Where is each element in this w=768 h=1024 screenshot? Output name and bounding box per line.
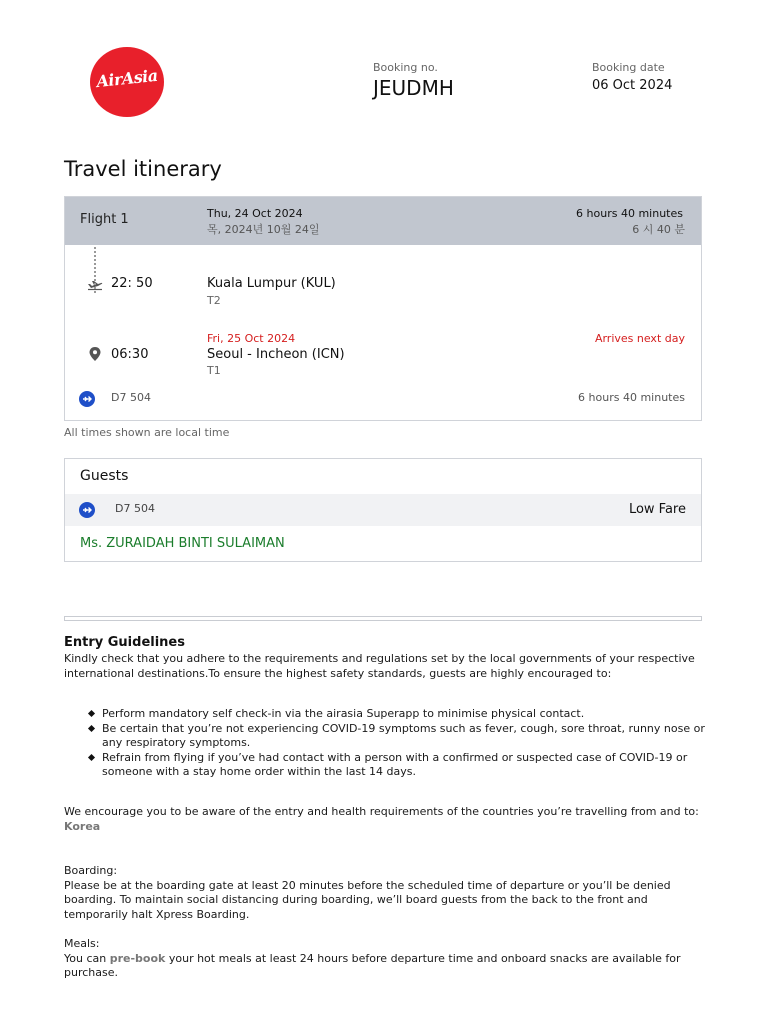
guest-name: Ms. ZURAIDAH BINTI SULAIMAN — [80, 536, 285, 551]
list-item: Refrain from flying if you’ve had contact with a person with a confirmed or suspected case of COVID-19 or someone with a stay home order within the last 14 days. — [88, 751, 708, 780]
airasia-logo — [90, 47, 164, 117]
flight-date: Thu, 24 Oct 2024 — [207, 207, 303, 220]
meals-suffix: your hot meals at least 24 hours before departure time and onboard snacks are available for purchase. — [64, 951, 681, 980]
departure-terminal: T2 — [207, 294, 221, 307]
flight-total-duration: 6 hours 40 minutes — [578, 391, 685, 404]
guests-title: Guests — [80, 468, 129, 484]
aware-text: We encourage you to be aware of the entry and health requirements of the countries you’re travelling from and to: — [64, 805, 699, 818]
guideline-list — [88, 707, 708, 780]
country-link[interactable]: Korea — [64, 819, 101, 833]
entry-guidelines-heading: Entry Guidelines — [64, 635, 185, 650]
fare-type: Low Fare — [628, 502, 686, 517]
flight-duration-korean: 6 시 40 분 — [632, 223, 685, 236]
arrival-terminal: T1 — [207, 364, 221, 377]
guests-card — [64, 458, 702, 562]
arrival-date: Fri, 25 Oct 2024 — [207, 332, 296, 345]
booking-date: 06 Oct 2024 — [592, 78, 673, 93]
logo-text: AirAsia — [95, 65, 159, 92]
route-line — [94, 247, 96, 293]
flight-number: D7 504 — [111, 391, 151, 404]
boarding-section — [64, 864, 710, 922]
guest-flight-row — [65, 494, 701, 526]
list-item: Be certain that you’re not experiencing COVID-19 symptoms such as fever, cough, sore throat, runny nose or any respiratory symptoms. — [88, 722, 708, 751]
flight-date-korean: 목, 2024년 10월 24일 — [207, 223, 320, 236]
boarding-label: Boarding: — [64, 864, 118, 877]
meals-prefix: You can — [64, 951, 110, 965]
list-item: Perform mandatory self check-in via the airasia Superapp to minimise physical contact. — [88, 707, 708, 722]
section-divider — [64, 616, 702, 621]
meals-label: Meals: — [64, 937, 100, 950]
arrival-time: 06:30 — [111, 347, 149, 362]
guest-flight-number: D7 504 — [115, 502, 155, 515]
meals-text — [64, 952, 710, 981]
flight-card — [64, 196, 702, 421]
flight-label: Flight 1 — [80, 212, 129, 227]
location-pin-icon — [89, 347, 101, 361]
booking-number-label: Booking no. — [373, 61, 438, 74]
booking-number: JEUDMH — [373, 76, 454, 100]
flight-duration: 6 hours 40 minutes — [576, 207, 683, 220]
departure-time: 22: 50 — [111, 276, 153, 291]
meals-section — [64, 937, 710, 981]
arrival-city: Seoul - Incheon (ICN) — [207, 347, 345, 362]
boarding-text: Please be at the boarding gate at least 20 minutes before the scheduled time of departure or you’ll be denied boarding. To maintain social distancing during boarding, we’ll board guests from the back to the front and temporarily halt Xpress Boarding. — [64, 878, 671, 921]
pre-book-link[interactable]: pre-book — [109, 951, 166, 965]
flight-header — [65, 197, 701, 245]
airline-icon — [79, 502, 95, 518]
departure-city: Kuala Lumpur (KUL) — [207, 276, 336, 291]
local-time-note: All times shown are local time — [64, 426, 230, 439]
entry-requirements — [64, 805, 710, 834]
airline-icon — [79, 391, 95, 407]
arrives-next-day: Arrives next day — [594, 332, 685, 345]
booking-date-label: Booking date — [592, 61, 665, 74]
entry-intro: Kindly check that you adhere to the requirements and regulations set by the local governments of your respective international destinations.To ensure the highest safety standards, guests are highly encouraged to: — [64, 652, 695, 680]
page-title: Travel itinerary — [64, 157, 222, 181]
